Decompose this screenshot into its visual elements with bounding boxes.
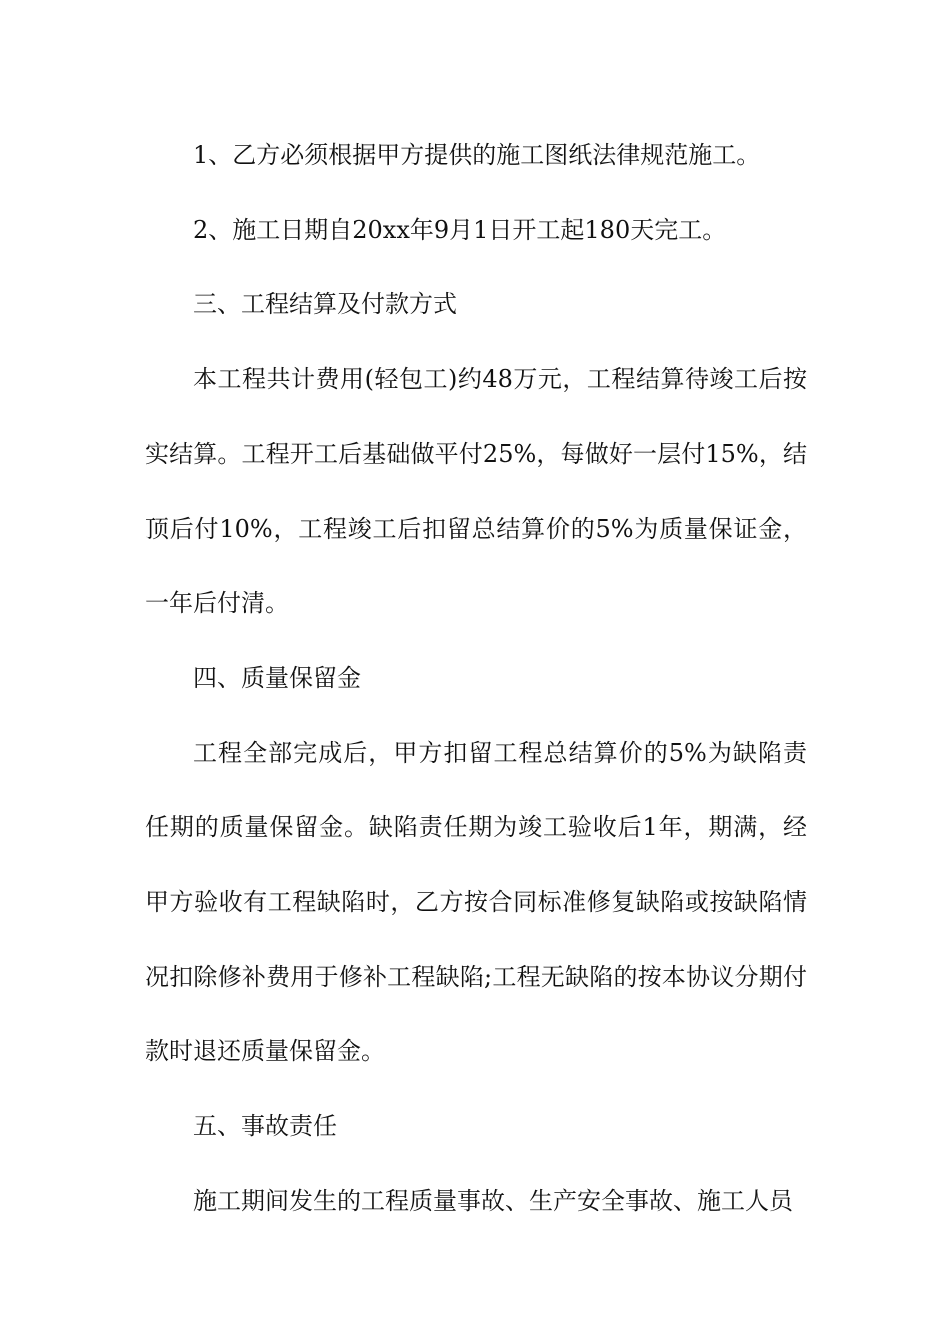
paragraph-construction-standard: 1、乙方必须根据甲方提供的施工图纸法律规范施工。 xyxy=(193,141,761,169)
document-body xyxy=(145,118,807,1239)
paragraph-retention-terms: 工程全部完成后，甲方扣留工程总结算价的5%为缺陷责任期的质量保留金。缺陷责任期为竣工验收后1年，期满，经甲方验收有工程缺陷时，乙方按合同标准修复缺陷或按缺陷情况扣除修补费用于修补工程缺陷;工程无缺陷的按本协议分期付款时退还质量保留金。 xyxy=(145,738,807,1066)
paragraph-accident-terms: 施工期间发生的工程质量事故、生产安全事故、施工人员 xyxy=(193,1186,793,1215)
section-heading-accident: 五、事故责任 xyxy=(193,1112,337,1141)
paragraph-settlement-terms: 本工程共计费用(轻包工)约48万元，工程结算待竣工后按实结算。工程开工后基础做平付25%，每做好一层付15%，结顶后付10%，工程竣工后扣留总结算价的5%为质量保证金，一年后付清。 xyxy=(145,365,807,618)
section-heading-settlement: 三、工程结算及付款方式 xyxy=(193,290,457,319)
section-heading-retention: 四、质量保留金 xyxy=(193,663,361,692)
paragraph-construction-period: 2、施工日期自20xx年9月1日开工起180天完工。 xyxy=(193,215,727,244)
